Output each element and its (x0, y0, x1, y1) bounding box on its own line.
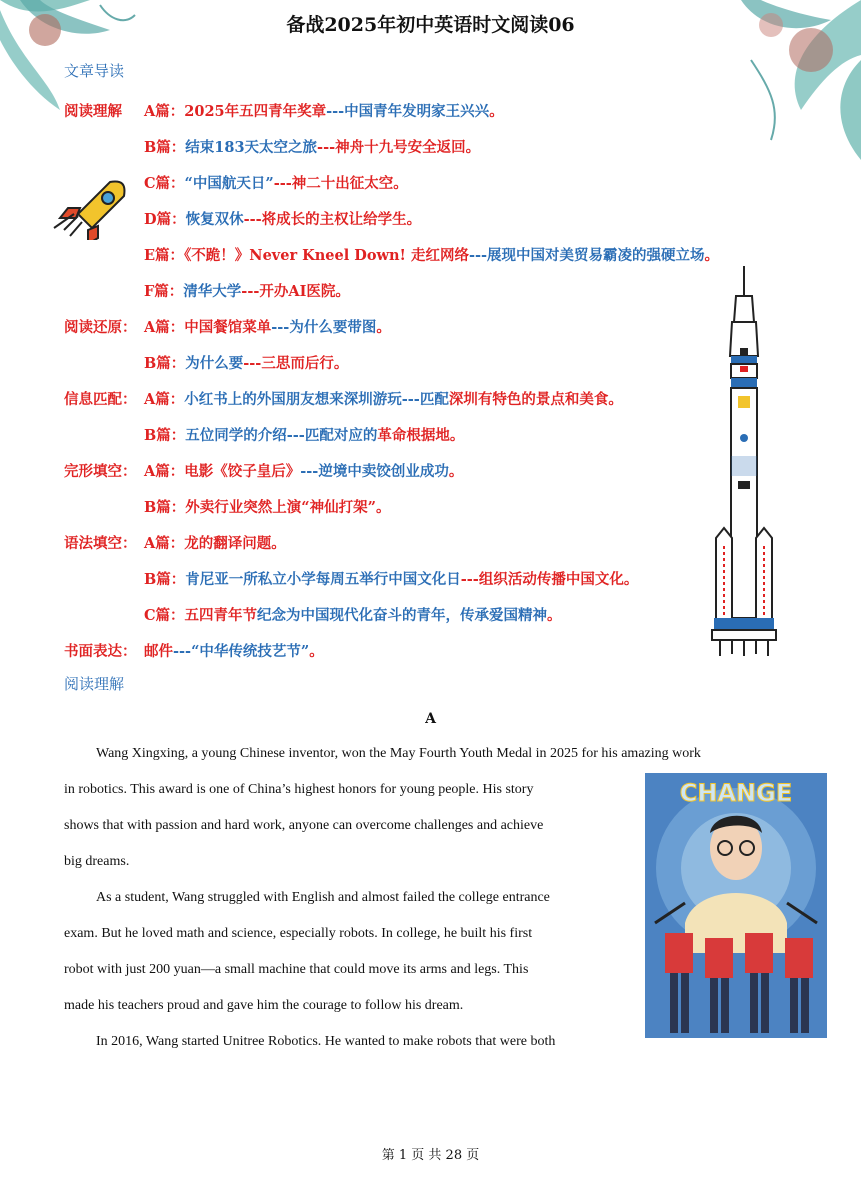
guide-row (64, 568, 638, 589)
guide-text: 结束183天太空之旅 (185, 139, 318, 156)
change-poster-image (645, 773, 827, 1038)
guide-text: 。 (406, 211, 422, 228)
guide-text: 清华大学 (183, 283, 242, 300)
guide-article-label: B篇： (144, 571, 186, 588)
page-footer: 第 1 页 共 28 页 (381, 1148, 480, 1163)
article-line: made his teachers proud and gave him the courage to follow his dream. (64, 998, 464, 1013)
guide-text: 龙的翻译问题 (184, 535, 272, 552)
guide-text: 。 (623, 571, 639, 588)
article-line: exam. But he loved math and science, especially robots. In college, he built his first (64, 926, 533, 941)
guide-text: 。 (375, 499, 391, 516)
guide-text: ---中国青年发明家王兴兴 (326, 103, 490, 120)
guide-article-label: A篇： (144, 391, 185, 408)
guide-article-label: A篇： (144, 103, 185, 120)
guide-text: 《不跪！》Never Kneel Down! 走红网络 (184, 247, 469, 264)
guide-row (64, 244, 719, 265)
guide-text: ---开办AI医院 (241, 283, 336, 300)
guide-text: 电影《饺子皇后》 (184, 463, 301, 480)
guide-text: 。 (547, 607, 562, 624)
guide-text: 。 (449, 427, 465, 444)
guide-text: “中华传统技艺节” (191, 643, 310, 660)
guide-row (64, 388, 623, 409)
guide-text: 小红书上的外国朋友想来深圳游玩---匹配 (184, 391, 449, 408)
guide-text: 。 (704, 247, 720, 264)
guide-article-label: B篇： (144, 499, 186, 516)
guide-text: 。 (309, 643, 324, 660)
guide-text: 纪念为中国现代化奋斗的青年，传承爱国精神 (257, 607, 548, 624)
guide-text: ---神舟十九号安全返回 (317, 139, 466, 156)
guide-text: ---三思而后行 (243, 355, 334, 372)
guide-text: 为什么要 (185, 355, 244, 372)
guide-text: ---组织活动传播中国文化 (460, 571, 624, 588)
guide-row (64, 100, 504, 121)
guide-text: 。 (335, 283, 350, 300)
article-label: A (425, 711, 436, 727)
guide-text: 恢复双休 (185, 211, 244, 228)
poster-title: CHANGE (679, 779, 793, 807)
guide-article-label: 邮件 (144, 643, 173, 660)
guide-text: 。 (465, 139, 481, 156)
guide-row (64, 280, 350, 301)
guide-text: 。 (489, 103, 504, 120)
guide-text: 。 (271, 535, 286, 552)
guide-text: ---将成长的主权让给学生 (243, 211, 407, 228)
guide-text: 。 (333, 355, 349, 372)
guide-category: 信息匹配： (64, 391, 137, 408)
article-line: robot with just 200 yuan—a small machine that could move its arms and legs. This (64, 962, 529, 977)
guide-text: 2025年五四青年奖章 (184, 103, 327, 120)
rocket-icon (48, 178, 128, 240)
guide-text: 。 (376, 319, 391, 336)
guide-text: 深圳有特色的景点和美食 (448, 391, 609, 408)
guide-row (64, 424, 464, 445)
guide-article-label: B篇： (144, 139, 186, 156)
guide-text: 中国餐馆菜单 (184, 319, 272, 336)
guide-row (64, 496, 390, 517)
guide-category: 阅读还原： (64, 319, 137, 336)
guide-article-label: B篇： (144, 355, 186, 372)
guide-text: ---神二十出征太空 (273, 175, 394, 192)
guide-row (64, 316, 391, 337)
guide-category: 阅读理解 (64, 103, 122, 120)
article-line: In 2016, Wang started Unitree Robotics. He wanted to make robots that were both (96, 1034, 556, 1049)
guide-text: ---逆境中卖饺创业成功 (300, 463, 449, 480)
guide-row (64, 136, 480, 157)
article-line: Wang Xingxing, a young Chinese inventor, won the May Fourth Youth Medal in 2025 for his amazing work (96, 746, 701, 761)
guide-article-label: F篇： (144, 283, 184, 300)
guide-row (64, 532, 286, 553)
guide-text: --- (173, 643, 192, 660)
launch-rocket-icon (706, 266, 782, 658)
guide-text: “中国航天日” (184, 175, 274, 192)
guide-heading: 文章导读 (64, 62, 125, 80)
guide-text: 革命根据地 (377, 427, 450, 444)
guide-article-label: D篇： (144, 211, 186, 228)
guide-text: 五位同学的介绍---匹配对应的 (185, 427, 378, 444)
guide-article-label: A篇： (144, 319, 185, 336)
article-line: in robotics. This award is one of China’s highest honors for young people. His story (64, 782, 534, 797)
guide-text: 肯尼亚一所私立小学每周五举行中国文化日 (185, 571, 461, 588)
guide-row (64, 640, 324, 661)
guide-text: 。 (608, 391, 623, 408)
guide-article-label: E篇： (144, 247, 185, 264)
guide-article-label: A篇： (144, 463, 185, 480)
guide-row (64, 352, 348, 373)
guide-article-label: C篇： (144, 175, 185, 192)
reading-heading: 阅读理解 (64, 675, 125, 693)
guide-article-label: B篇： (144, 427, 186, 444)
guide-text: ---展现中国对美贸易霸凌的强硬立场 (468, 247, 705, 264)
guide-text: 五四青年节 (184, 607, 258, 624)
guide-category: 语法填空： (64, 535, 137, 552)
page-title: 备战2025年初中英语时文阅读06 (286, 14, 575, 36)
article-line: shows that with passion and hard work, anyone can overcome challenges and achieve (64, 818, 544, 833)
guide-text: ---为什么要带图 (271, 319, 377, 336)
guide-text: 。 (393, 175, 408, 192)
article-line: As a student, Wang struggled with English and almost failed the college entrance (96, 890, 550, 905)
article-line: big dreams. (64, 854, 130, 869)
guide-article-label: C篇： (144, 607, 185, 624)
guide-category: 完形填空： (64, 463, 137, 480)
guide-text: 外卖行业突然上演“神仙打架” (185, 499, 376, 516)
guide-article-label: A篇： (144, 535, 185, 552)
guide-row (64, 604, 562, 625)
guide-text: 。 (448, 463, 464, 480)
guide-row (64, 460, 463, 481)
guide-category: 书面表达： (64, 643, 137, 660)
